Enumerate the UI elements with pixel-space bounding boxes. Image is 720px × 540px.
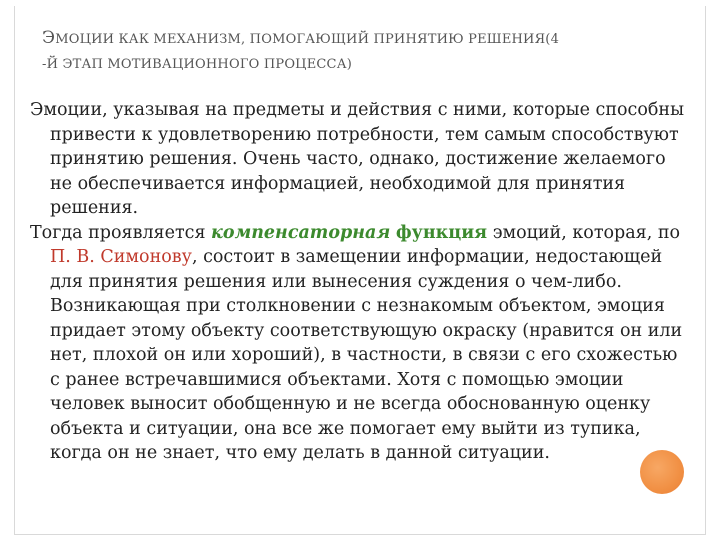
author-link-simonov[interactable]: П. В. Симонову [50,247,192,267]
paragraph-2-part-3: , состоит в замещении информации, недостающей для принятия решения или вынесения суждения о чем-либо. Возникающая при столкновении с незнакомым объектом, эмоция придает этому объекту соответствующую окраску (нравится он или нет, плохой он или хороший), в частности, в связи с его схожестью с ранее встречавшимися объектами. Хотя с помощью эмоции человек выносит обобщенную и не всегда обоснованную оценку объекта и ситуации, она все же помогает ему выйти из тупика, когда он не знает, что ему делать в данной ситуации. [50,247,683,463]
paragraph-2 [30,221,690,466]
paragraph-2-part-2: эмоций, которая, по [487,222,681,243]
paragraph-2-part-1: Тогда проявляется [30,222,212,243]
slide-body [30,98,690,466]
term-compensatory: компенсаторная [211,222,391,243]
paragraph-1: Эмоции, указывая на предметы и действия с ними, которые способны привести к удовлетворению потребности, тем самым способствуют принятию решения. Очень часто, однако, достижение желаемого не обеспечивается информацией, необходимой для принятия решения. [30,100,684,218]
slide-title-line-2: -Й ЭТАП МОТИВАЦИОННОГО ПРОЦЕССА) [42,57,353,72]
slide-title-line-1: ЭМОЦИИ КАК МЕХАНИЗМ, ПОМОГАЮЩИЙ ПРИНЯТИЮ РЕШЕНИЯ(4 [42,28,560,48]
term-function: функция [395,222,488,243]
decorative-circle [640,450,684,494]
slide-title [42,26,682,77]
